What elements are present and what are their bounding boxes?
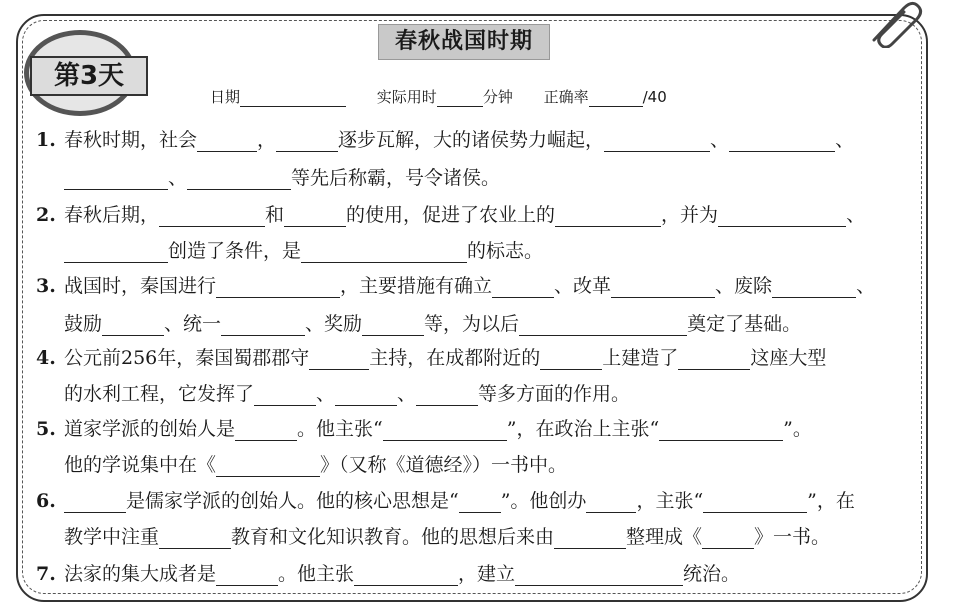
question-text: ，主要措施有确立 bbox=[340, 275, 493, 297]
question-line bbox=[64, 382, 630, 406]
question-text: ， bbox=[257, 129, 277, 151]
answer-blank[interactable] bbox=[276, 131, 338, 152]
time-label: 实际用时 bbox=[376, 88, 437, 106]
question-text: 、 bbox=[316, 383, 336, 405]
question-line bbox=[64, 417, 812, 441]
answer-blank[interactable] bbox=[586, 492, 636, 513]
answer-blank[interactable] bbox=[216, 456, 320, 477]
answer-blank[interactable] bbox=[492, 277, 554, 298]
answer-blank[interactable] bbox=[187, 169, 291, 190]
answer-blank[interactable] bbox=[362, 315, 424, 336]
question-text: 道家学派的创始人是 bbox=[64, 418, 236, 440]
question-line bbox=[64, 346, 826, 370]
question-text: 是儒家学派的创始人。他的核心思想是“ bbox=[126, 490, 459, 512]
answer-blank[interactable] bbox=[459, 492, 501, 513]
accuracy-total: /40 bbox=[642, 88, 667, 106]
answer-blank[interactable] bbox=[554, 528, 626, 549]
question-number: 4. bbox=[36, 347, 56, 369]
answer-blank[interactable] bbox=[64, 492, 126, 513]
question-text: 这座大型 bbox=[750, 347, 827, 369]
question-text: 。他主张 bbox=[278, 563, 355, 585]
answer-blank[interactable] bbox=[102, 315, 164, 336]
question-text: ，建立 bbox=[458, 563, 516, 585]
meta-row bbox=[210, 86, 667, 107]
answer-blank[interactable] bbox=[354, 565, 458, 586]
answer-blank[interactable] bbox=[64, 169, 168, 190]
question-number: 6. bbox=[36, 490, 56, 512]
answer-blank[interactable] bbox=[540, 349, 602, 370]
question-number: 3. bbox=[36, 275, 56, 297]
answer-blank[interactable] bbox=[335, 385, 397, 406]
question-text: 教学中注重 bbox=[64, 526, 160, 548]
question-number: 5. bbox=[36, 418, 56, 440]
question-line bbox=[64, 274, 875, 298]
question-text: 主持，在成都附近的 bbox=[369, 347, 541, 369]
question-text: 、统一 bbox=[164, 313, 222, 335]
answer-blank[interactable] bbox=[659, 420, 783, 441]
answer-blank[interactable] bbox=[197, 131, 257, 152]
question-line bbox=[64, 453, 567, 477]
answer-blank[interactable] bbox=[383, 420, 507, 441]
answer-blank[interactable] bbox=[301, 242, 467, 263]
answer-blank[interactable] bbox=[678, 349, 750, 370]
question-text: ，主张“ bbox=[636, 490, 704, 512]
question-text: 法家的集大成者是 bbox=[64, 563, 217, 585]
answer-blank[interactable] bbox=[235, 420, 297, 441]
question-text: 战国时，秦国进行 bbox=[64, 275, 217, 297]
question-line bbox=[64, 562, 740, 586]
answer-blank[interactable] bbox=[519, 315, 687, 336]
question-text: 、废除 bbox=[715, 275, 773, 297]
answer-blank[interactable] bbox=[555, 206, 661, 227]
question-text: ”。 bbox=[783, 418, 812, 440]
question-text: 等，为以后 bbox=[424, 313, 520, 335]
question-text: 、 bbox=[856, 275, 876, 297]
answer-blank[interactable] bbox=[284, 206, 346, 227]
time-unit: 分钟 bbox=[482, 88, 513, 106]
answer-blank[interactable] bbox=[254, 385, 316, 406]
question-line bbox=[64, 203, 865, 227]
answer-blank[interactable] bbox=[729, 131, 835, 152]
answer-blank[interactable] bbox=[702, 528, 754, 549]
date-blank[interactable] bbox=[240, 90, 346, 107]
question-text: 》（又称《道德经》）一书中。 bbox=[320, 454, 568, 476]
question-text: 鼓励 bbox=[64, 313, 103, 335]
paperclip-icon bbox=[868, 0, 924, 48]
question-text: 逐步瓦解，大的诸侯势力崛起， bbox=[338, 129, 605, 151]
question-text: 奠定了基础。 bbox=[687, 313, 802, 335]
question-number: 2. bbox=[36, 204, 56, 226]
question-text: 上建造了 bbox=[602, 347, 679, 369]
page-title: 春秋战国时期 bbox=[378, 24, 550, 60]
answer-blank[interactable] bbox=[216, 277, 340, 298]
answer-blank[interactable] bbox=[772, 277, 856, 298]
question-text: ”。他创办 bbox=[500, 490, 587, 512]
answer-blank[interactable] bbox=[64, 242, 168, 263]
question-line bbox=[64, 312, 801, 336]
question-line bbox=[64, 239, 543, 263]
question-text: 教育和文化知识教育。他的思想后来由 bbox=[231, 526, 555, 548]
question-line bbox=[64, 525, 830, 549]
question-text: 、改革 bbox=[554, 275, 612, 297]
question-text: 公元前256年，秦国蜀郡郡守 bbox=[64, 347, 310, 369]
answer-blank[interactable] bbox=[515, 565, 683, 586]
time-blank[interactable] bbox=[437, 90, 483, 107]
question-text: ”，在政治上主张“ bbox=[506, 418, 660, 440]
answer-blank[interactable] bbox=[718, 206, 846, 227]
question-text: 统治。 bbox=[683, 563, 741, 585]
answer-blank[interactable] bbox=[216, 565, 278, 586]
question-text: 、 bbox=[835, 129, 855, 151]
question-line bbox=[64, 489, 855, 513]
question-line bbox=[64, 128, 854, 152]
day-badge: 第3天 bbox=[30, 56, 148, 96]
question-text: ”，在 bbox=[807, 490, 855, 512]
question-text: 的使用，促进了农业上的 bbox=[346, 204, 556, 226]
question-text: 、 bbox=[168, 167, 188, 189]
question-text: 春秋后期， bbox=[64, 204, 160, 226]
question-text: 、 bbox=[710, 129, 730, 151]
answer-blank[interactable] bbox=[159, 528, 231, 549]
question-text: 等多方面的作用。 bbox=[478, 383, 631, 405]
question-text: 的水利工程，它发挥了 bbox=[64, 383, 255, 405]
question-number: 7. bbox=[36, 563, 56, 585]
question-text: 等先后称霸，号令诸侯。 bbox=[291, 167, 501, 189]
question-number: 1. bbox=[36, 129, 56, 151]
answer-blank[interactable] bbox=[159, 206, 265, 227]
question-text: 他的学说集中在《 bbox=[64, 454, 217, 476]
answer-blank[interactable] bbox=[309, 349, 369, 370]
question-text: 的标志。 bbox=[467, 240, 544, 262]
accuracy-label: 正确率 bbox=[543, 88, 589, 106]
question-text: 。他主张“ bbox=[297, 418, 383, 440]
question-text: 》一书。 bbox=[754, 526, 831, 548]
answer-blank[interactable] bbox=[221, 315, 305, 336]
question-text: 创造了条件，是 bbox=[168, 240, 302, 262]
question-text: 春秋时期，社会 bbox=[64, 129, 198, 151]
accuracy-blank[interactable] bbox=[589, 90, 643, 107]
answer-blank[interactable] bbox=[604, 131, 710, 152]
question-text: ，并为 bbox=[661, 204, 719, 226]
date-label: 日期 bbox=[210, 88, 241, 106]
question-line bbox=[64, 166, 500, 190]
question-text: 、奖励 bbox=[305, 313, 363, 335]
answer-blank[interactable] bbox=[416, 385, 478, 406]
question-text: 和 bbox=[265, 204, 285, 226]
answer-blank[interactable] bbox=[703, 492, 807, 513]
question-text: 、 bbox=[846, 204, 866, 226]
question-text: 、 bbox=[397, 383, 417, 405]
answer-blank[interactable] bbox=[611, 277, 715, 298]
question-text: 整理成《 bbox=[626, 526, 703, 548]
